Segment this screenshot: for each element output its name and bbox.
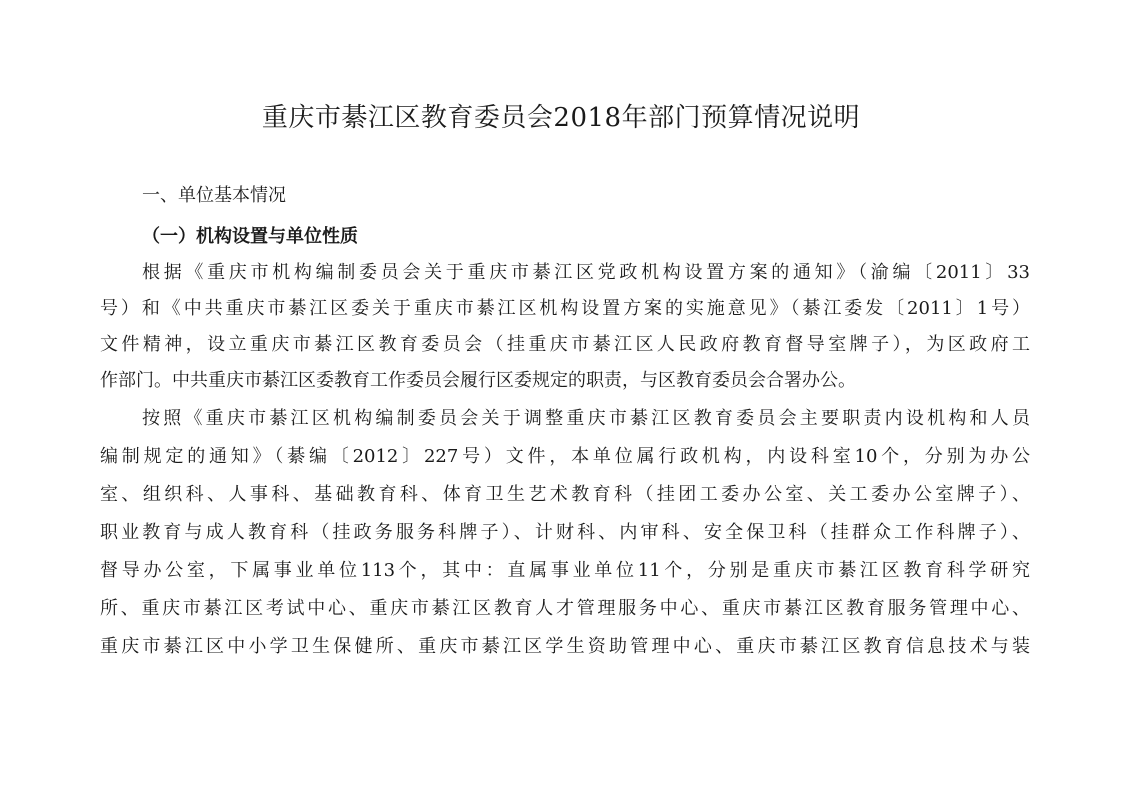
subsection-heading: （一）机构设置与单位性质 (142, 226, 358, 247)
paragraph-line: 号）和《中共重庆市綦江区委关于重庆市綦江区机构设置方案的实施意见》（綦江委发〔2011〕1号） (100, 298, 1030, 319)
paragraph-line: 重庆市綦江区中小学卫生保健所、重庆市綦江区学生资助管理中心、重庆市綦江区教育信息技术与装 (100, 636, 1030, 657)
paragraph-line: 督导办公室，下属事业单位113个，其中：直属事业单位11个，分别是重庆市綦江区教育科学研究 (100, 560, 1030, 581)
paragraph-line: 根据《重庆市机构编制委员会关于重庆市綦江区党政机构设置方案的通知》（渝编〔2011〕33 (142, 262, 1030, 283)
paragraph-line: 按照《重庆市綦江区机构编制委员会关于调整重庆市綦江区教育委员会主要职责内设机构和人员 (142, 408, 1030, 429)
paragraph-line: 作部门。中共重庆市綦江区委教育工作委员会履行区委规定的职责，与区教育委员会合署办公。 (100, 370, 856, 391)
paragraph-line: 编制规定的通知》（綦编〔2012〕227号）文件，本单位属行政机构，内设科室10个，分别为办公 (100, 446, 1030, 467)
document-title: 重庆市綦江区教育委员会2018年部门预算情况说明 (261, 103, 861, 133)
paragraph-line: 职业教育与成人教育科（挂政务服务科牌子）、计财科、内审科、安全保卫科（挂群众工作科牌子）、 (100, 522, 1030, 543)
paragraph-line: 室、组织科、人事科、基础教育科、体育卫生艺术教育科（挂团工委办公室、关工委办公室牌子）、 (100, 484, 1030, 505)
section-heading: 一、单位基本情况 (142, 185, 286, 206)
paragraph-line: 所、重庆市綦江区考试中心、重庆市綦江区教育人才管理服务中心、重庆市綦江区教育服务管理中心、 (100, 598, 1030, 619)
paragraph-line: 文件精神，设立重庆市綦江区教育委员会（挂重庆市綦江区人民政府教育督导室牌子），为区政府工 (100, 334, 1030, 355)
